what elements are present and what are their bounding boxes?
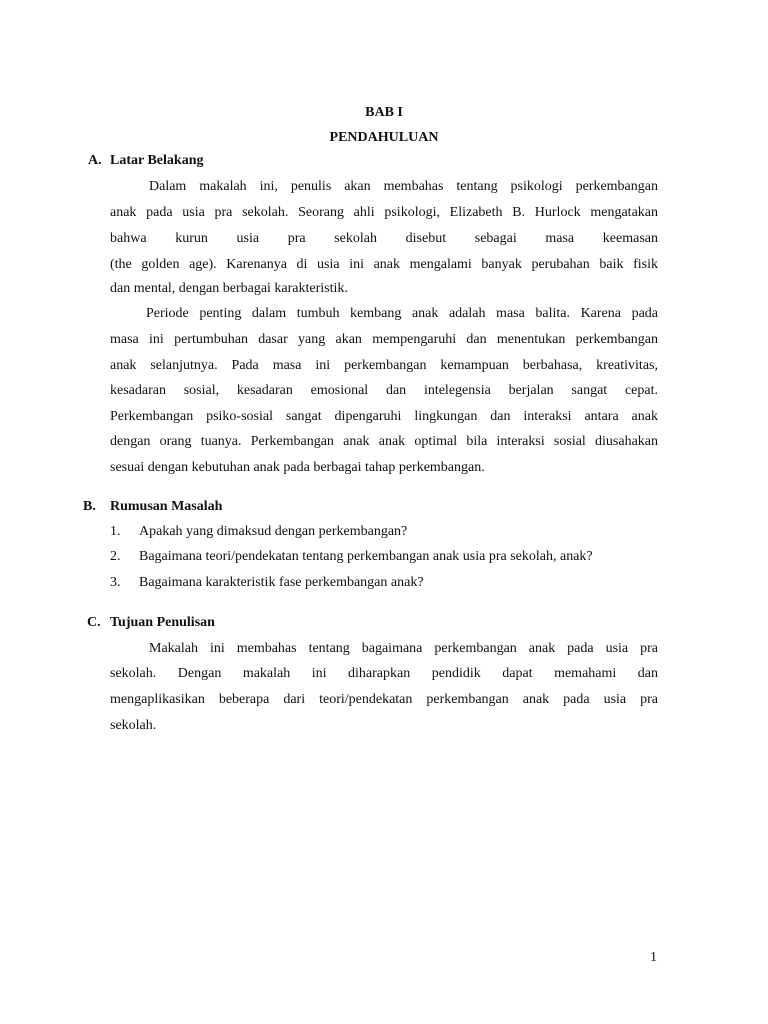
section-a-p2-line-5: Perkembangan psiko-sosial sangat dipengaruhi lingkungan dan interaksi antara anak [110,409,658,424]
list-item-text: Apakah yang dimaksud dengan perkembangan? [139,524,408,539]
section-b-heading: Rumusan Masalah [110,499,223,514]
page-number: 1 [650,950,657,965]
list-item-text: Bagaimana karakteristik fase perkembangan anak? [139,575,424,590]
section-a-p2-line-7: sesuai dengan kebutuhan anak pada berbagai tahap perkembangan. [110,460,485,475]
section-a-p1-line-3: bahwa kurun usia pra sekolah disebut sebagai masa keemasan [110,231,658,246]
list-item-number: 2. [110,549,121,564]
section-c-p1-line-1: Makalah ini membahas tentang bagaimana perkembangan anak pada usia pra [149,641,658,656]
section-b-letter: B. [83,499,96,514]
section-c-heading: Tujuan Penulisan [110,615,215,630]
section-a-p1-line-2: anak pada usia pra sekolah. Seorang ahli psikologi, Elizabeth B. Hurlock mengatakan [110,205,658,220]
section-a-p1-line-1: Dalam makalah ini, penulis akan membahas tentang psikologi perkembangan [149,179,658,194]
section-a-letter: A. [88,153,102,168]
section-c-p1-line-3: mengaplikasikan beberapa dari teori/pendekatan perkembangan anak pada usia pra [110,692,658,707]
section-a-p1-line-5: dan mental, dengan berbagai karakteristik. [110,281,348,296]
list-item-number: 1. [110,524,121,539]
list-item-number: 3. [110,575,121,590]
section-c-p1-line-2: sekolah. Dengan makalah ini diharapkan pendidik dapat memahami dan [110,666,658,681]
chapter-label: BAB I [365,105,403,120]
section-a-p2-line-4: kesadaran sosial, kesadaran emosional dan intelegensia berjalan sangat cepat. [110,383,658,398]
chapter-title: PENDAHULUAN [329,130,439,145]
section-a-p2-line-1: Periode penting dalam tumbuh kembang anak adalah masa balita. Karena pada [146,306,658,321]
section-c-letter: C. [87,615,101,630]
section-a-p1-line-4: (the golden age). Karenanya di usia ini anak mengalami banyak perubahan baik fisik [110,257,658,272]
list-item-text: Bagaimana teori/pendekatan tentang perkembangan anak usia pra sekolah, anak? [139,549,593,564]
section-a-p2-line-6: dengan orang tuanya. Perkembangan anak anak optimal bila interaksi sosial diusahakan [110,434,658,449]
section-a-p2-line-3: anak selanjutnya. Pada masa ini perkembangan kemampuan berbahasa, kreativitas, [110,358,658,373]
section-a-heading: Latar Belakang [110,153,204,168]
section-c-p1-line-4: sekolah. [110,718,157,733]
section-a-p2-line-2: masa ini pertumbuhan dasar yang akan mempengaruhi dan menentukan perkembangan [110,332,658,347]
